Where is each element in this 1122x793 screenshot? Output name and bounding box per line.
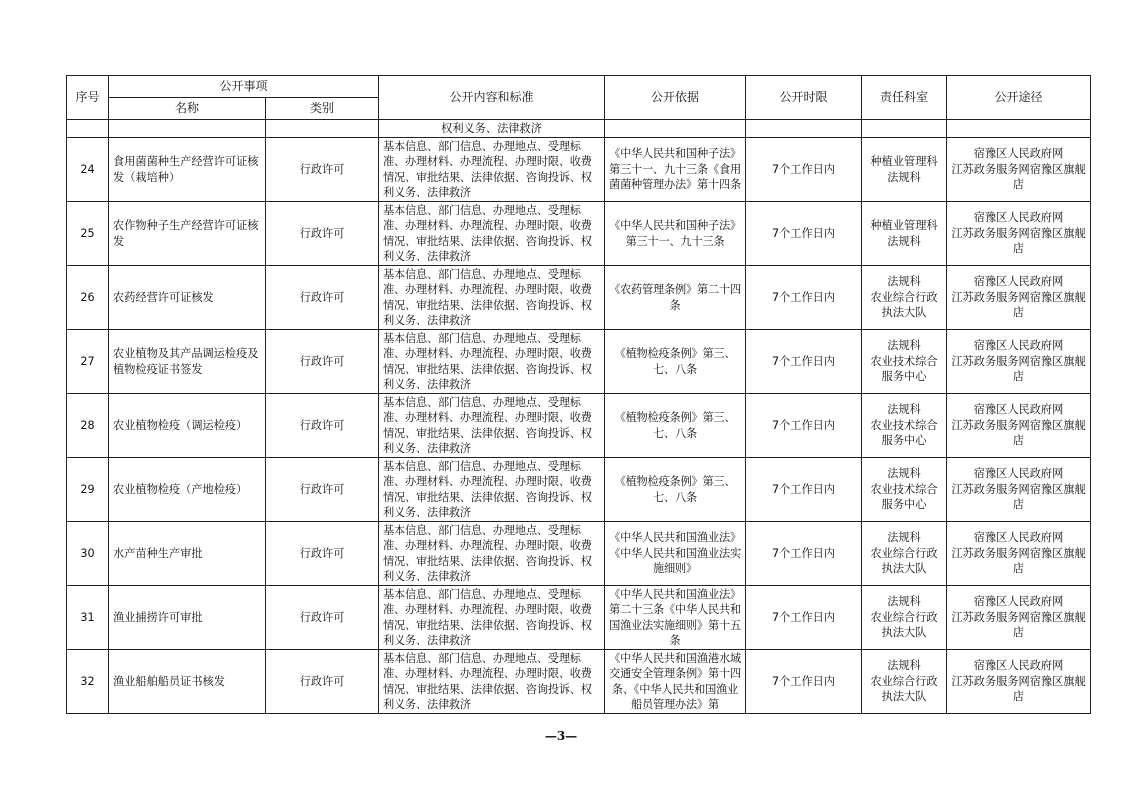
row-channel: 宿豫区人民政府网 江苏政务服务网宿豫区旗舰店 bbox=[947, 266, 1091, 330]
row-category: 行政许可 bbox=[266, 202, 379, 266]
row-content: 基本信息、部门信息、办理地点、受理标准、办理材料、办理流程、办理时限、收费情况、审批结果、法律依据、咨询投诉、权利义务、法律救济 bbox=[379, 458, 605, 522]
row-number: 32 bbox=[67, 650, 109, 714]
row-name: 农药经营许可证核发 bbox=[109, 266, 266, 330]
row-name: 食用菌菌种生产经营许可证核发（栽培种） bbox=[109, 138, 266, 202]
row-time-limit: 7个工作日内 bbox=[746, 202, 862, 266]
row-content: 基本信息、部门信息、办理地点、受理标准、办理材料、办理流程、办理时限、收费情况、审批结果、法律依据、咨询投诉、权利义务、法律救济 bbox=[379, 394, 605, 458]
row-dept: 法规科 农业技术综合服务中心 bbox=[862, 330, 947, 394]
row-time-limit: 7个工作日内 bbox=[746, 138, 862, 202]
row-time-limit: 7个工作日内 bbox=[746, 458, 862, 522]
row-channel: 宿豫区人民政府网 江苏政务服务网宿豫区旗舰店 bbox=[947, 394, 1091, 458]
row-number: 25 bbox=[67, 202, 109, 266]
row-channel: 宿豫区人民政府网 江苏政务服务网宿豫区旗舰店 bbox=[947, 458, 1091, 522]
row-basis: 《中华人民共和国种子法》第三十一、九十三条《食用菌菌种管理办法》第十四条 bbox=[605, 138, 746, 202]
header-item-group: 公开事项 bbox=[109, 76, 379, 98]
row-basis: 《中华人民共和国渔港水域交通安全管理条例》第十四条、《中华人民共和国渔业船员管理办法》第 bbox=[605, 650, 746, 714]
table-row bbox=[67, 458, 1091, 522]
row-category: 行政许可 bbox=[266, 586, 379, 650]
disclosure-table bbox=[66, 75, 1091, 714]
row-channel: 宿豫区人民政府网 江苏政务服务网宿豫区旗舰店 bbox=[947, 202, 1091, 266]
row-time-limit: 7个工作日内 bbox=[746, 266, 862, 330]
row-dept: 法规科 农业综合行政执法大队 bbox=[862, 266, 947, 330]
row-basis: 《中华人民共和国种子法》第三十一、九十三条 bbox=[605, 202, 746, 266]
row-basis: 《植物检疫条例》第三、七、八条 bbox=[605, 330, 746, 394]
row-dept: 法规科 农业综合行政执法大队 bbox=[862, 586, 947, 650]
table-body bbox=[67, 120, 1091, 714]
header-content: 公开内容和标准 bbox=[379, 76, 605, 120]
row-name: 农业植物检疫（产地检疫） bbox=[109, 458, 266, 522]
row-number: 24 bbox=[67, 138, 109, 202]
row-category: 行政许可 bbox=[266, 650, 379, 714]
table-row bbox=[67, 522, 1091, 586]
row-dept: 种植业管理科 法规科 bbox=[862, 202, 947, 266]
row-content: 基本信息、部门信息、办理地点、受理标准、办理材料、办理流程、办理时限、收费情况、审批结果、法律依据、咨询投诉、权利义务、法律救济 bbox=[379, 330, 605, 394]
row-channel: 宿豫区人民政府网 江苏政务服务网宿豫区旗舰店 bbox=[947, 650, 1091, 714]
row-basis: 《农药管理条例》第二十四条 bbox=[605, 266, 746, 330]
table-row bbox=[67, 138, 1091, 202]
row-basis: 《植物检疫条例》第三、七、八条 bbox=[605, 394, 746, 458]
row-basis: 《中华人民共和国渔业法》《中华人民共和国渔业法实施细则》 bbox=[605, 522, 746, 586]
row-name: 农业植物检疫（调运检疫） bbox=[109, 394, 266, 458]
row-channel: 宿豫区人民政府网 江苏政务服务网宿豫区旗舰店 bbox=[947, 138, 1091, 202]
row-dept: 法规科 农业综合行政执法大队 bbox=[862, 650, 947, 714]
row-dept: 种植业管理科 法规科 bbox=[862, 138, 947, 202]
row-time-limit: 7个工作日内 bbox=[746, 330, 862, 394]
row-content: 基本信息、部门信息、办理地点、受理标准、办理材料、办理流程、办理时限、收费情况、审批结果、法律依据、咨询投诉、权利义务、法律救济 bbox=[379, 650, 605, 714]
table-row bbox=[67, 202, 1091, 266]
table-header bbox=[67, 76, 1091, 120]
header-dept: 责任科室 bbox=[862, 76, 947, 120]
row-category: 行政许可 bbox=[266, 394, 379, 458]
row-time-limit: 7个工作日内 bbox=[746, 586, 862, 650]
row-time-limit: 7个工作日内 bbox=[746, 650, 862, 714]
row-number: 30 bbox=[67, 522, 109, 586]
table-row bbox=[67, 266, 1091, 330]
row-dept: 法规科 农业技术综合服务中心 bbox=[862, 458, 947, 522]
row-dept: 法规科 农业综合行政执法大队 bbox=[862, 522, 947, 586]
row-category: 行政许可 bbox=[266, 522, 379, 586]
row-channel: 宿豫区人民政府网 江苏政务服务网宿豫区旗舰店 bbox=[947, 330, 1091, 394]
row-content: 基本信息、部门信息、办理地点、受理标准、办理材料、办理流程、办理时限、收费情况、审批结果、法律依据、咨询投诉、权利义务、法律救济 bbox=[379, 522, 605, 586]
header-channel: 公开途径 bbox=[947, 76, 1091, 120]
row-name: 水产苗种生产审批 bbox=[109, 522, 266, 586]
row-dept: 法规科 农业技术综合服务中心 bbox=[862, 394, 947, 458]
row-time-limit: 7个工作日内 bbox=[746, 394, 862, 458]
header-name: 名称 bbox=[109, 98, 266, 120]
header-seq: 序号 bbox=[67, 76, 109, 120]
row-time-limit: 7个工作日内 bbox=[746, 522, 862, 586]
row-content: 基本信息、部门信息、办理地点、受理标准、办理材料、办理流程、办理时限、收费情况、审批结果、法律依据、咨询投诉、权利义务、法律救济 bbox=[379, 266, 605, 330]
header-time-limit: 公开时限 bbox=[746, 76, 862, 120]
table-row bbox=[67, 394, 1091, 458]
row-category: 行政许可 bbox=[266, 458, 379, 522]
row-name: 农作物种子生产经营许可证核发 bbox=[109, 202, 266, 266]
row-channel: 宿豫区人民政府网 江苏政务服务网宿豫区旗舰店 bbox=[947, 586, 1091, 650]
row-basis: 《中华人民共和国渔业法》第二十三条《中华人民共和国渔业法实施细则》第十五条 bbox=[605, 586, 746, 650]
row-category: 行政许可 bbox=[266, 330, 379, 394]
row-content: 基本信息、部门信息、办理地点、受理标准、办理材料、办理流程、办理时限、收费情况、审批结果、法律依据、咨询投诉、权利义务、法律救济 bbox=[379, 586, 605, 650]
table-row bbox=[67, 330, 1091, 394]
row-name: 农业植物及其产品调运检疫及植物检疫证书签发 bbox=[109, 330, 266, 394]
header-category: 类别 bbox=[266, 98, 379, 120]
row-basis: 《植物检疫条例》第三、七、八条 bbox=[605, 458, 746, 522]
table-row bbox=[67, 586, 1091, 650]
row-number: 27 bbox=[67, 330, 109, 394]
row-content: 基本信息、部门信息、办理地点、受理标准、办理材料、办理流程、办理时限、收费情况、审批结果、法律依据、咨询投诉、权利义务、法律救济 bbox=[379, 138, 605, 202]
page-number: —3— bbox=[544, 729, 578, 743]
row-content: 基本信息、部门信息、办理地点、受理标准、办理材料、办理流程、办理时限、收费情况、审批结果、法律依据、咨询投诉、权利义务、法律救济 bbox=[379, 202, 605, 266]
row-number: 26 bbox=[67, 266, 109, 330]
row-category: 行政许可 bbox=[266, 138, 379, 202]
continuation-content: 权利义务、法律救济 bbox=[379, 120, 605, 138]
row-name: 渔业捕捞许可审批 bbox=[109, 586, 266, 650]
row-number: 31 bbox=[67, 586, 109, 650]
table-row bbox=[67, 650, 1091, 714]
row-channel: 宿豫区人民政府网 江苏政务服务网宿豫区旗舰店 bbox=[947, 522, 1091, 586]
row-number: 29 bbox=[67, 458, 109, 522]
row-number: 28 bbox=[67, 394, 109, 458]
row-name: 渔业船舶船员证书核发 bbox=[109, 650, 266, 714]
row-category: 行政许可 bbox=[266, 266, 379, 330]
header-basis: 公开依据 bbox=[605, 76, 746, 120]
continuation-row bbox=[67, 120, 1091, 138]
